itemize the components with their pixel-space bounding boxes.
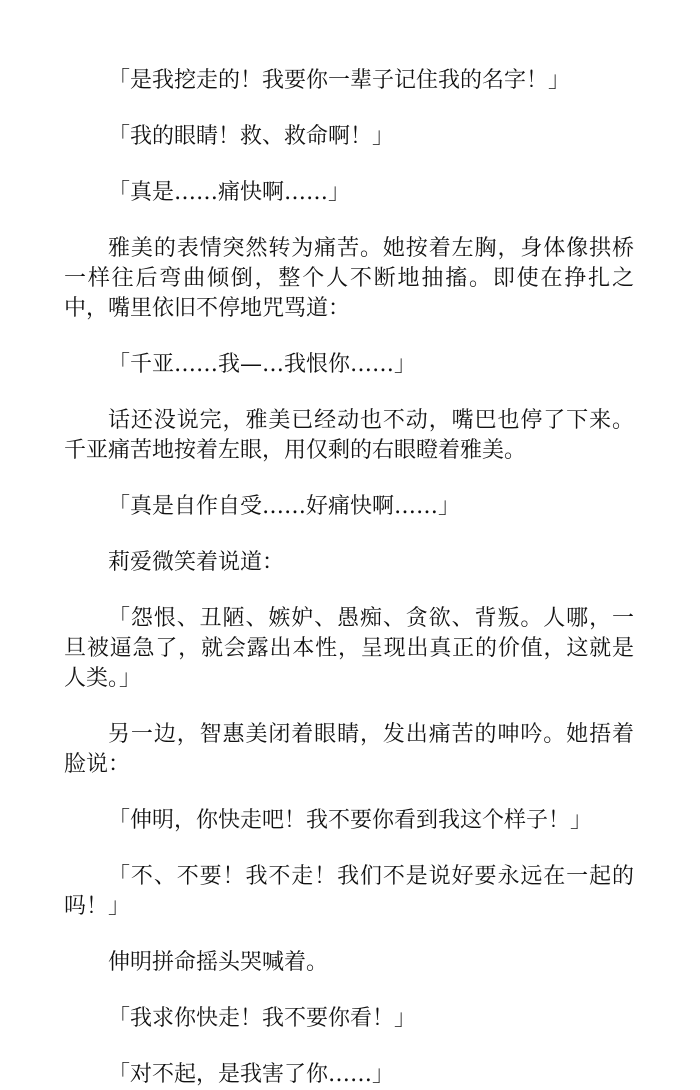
- paragraph: 话还没说完，雅美已经动也不动，嘴巴也停了下来。千亚痛苦地按着左眼，用仅剩的右眼瞪着雅美。: [64, 408, 634, 463]
- paragraph: 「我的眼睛！救、救命啊！」: [108, 124, 395, 149]
- paragraph: 「对不起，是我害了你……」: [108, 1062, 395, 1087]
- paragraph: 另一边，智惠美闭着眼睛，发出痛苦的呻吟。她捂着脸说：: [64, 722, 634, 777]
- paragraph: 伸明拼命摇头哭喊着。: [108, 950, 329, 975]
- paragraph: 「千亚……我—…我恨你……」: [108, 352, 417, 377]
- paragraph: 「我求你快走！我不要你看！」: [108, 1006, 417, 1031]
- paragraph: 莉爱微笑着说道：: [108, 550, 285, 575]
- paragraph: 「是我挖走的！我要你一辈子记住我的名字！」: [108, 68, 571, 93]
- paragraph: 「真是自作自受……好痛快啊……」: [108, 494, 461, 519]
- paragraph: 「怨恨、丑陋、嫉妒、愚痴、贪欲、背叛。人哪，一旦被逼急了，就会露出本性，呈现出真正的价值，这就是人类。」: [64, 606, 634, 691]
- paragraph: 「真是……痛快啊……」: [108, 180, 351, 205]
- paragraph: 「不、不要！我不走！我们不是说好要永远在一起的吗！」: [64, 864, 634, 919]
- paragraph: 雅美的表情突然转为痛苦。她按着左胸，身体像拱桥一样往后弯曲倾倒，整个人不断地抽搐。即使在挣扎之中，嘴里依旧不停地咒骂道：: [64, 236, 634, 321]
- paragraph: 「伸明，你快走吧！我不要你看到我这个样子！」: [108, 808, 593, 833]
